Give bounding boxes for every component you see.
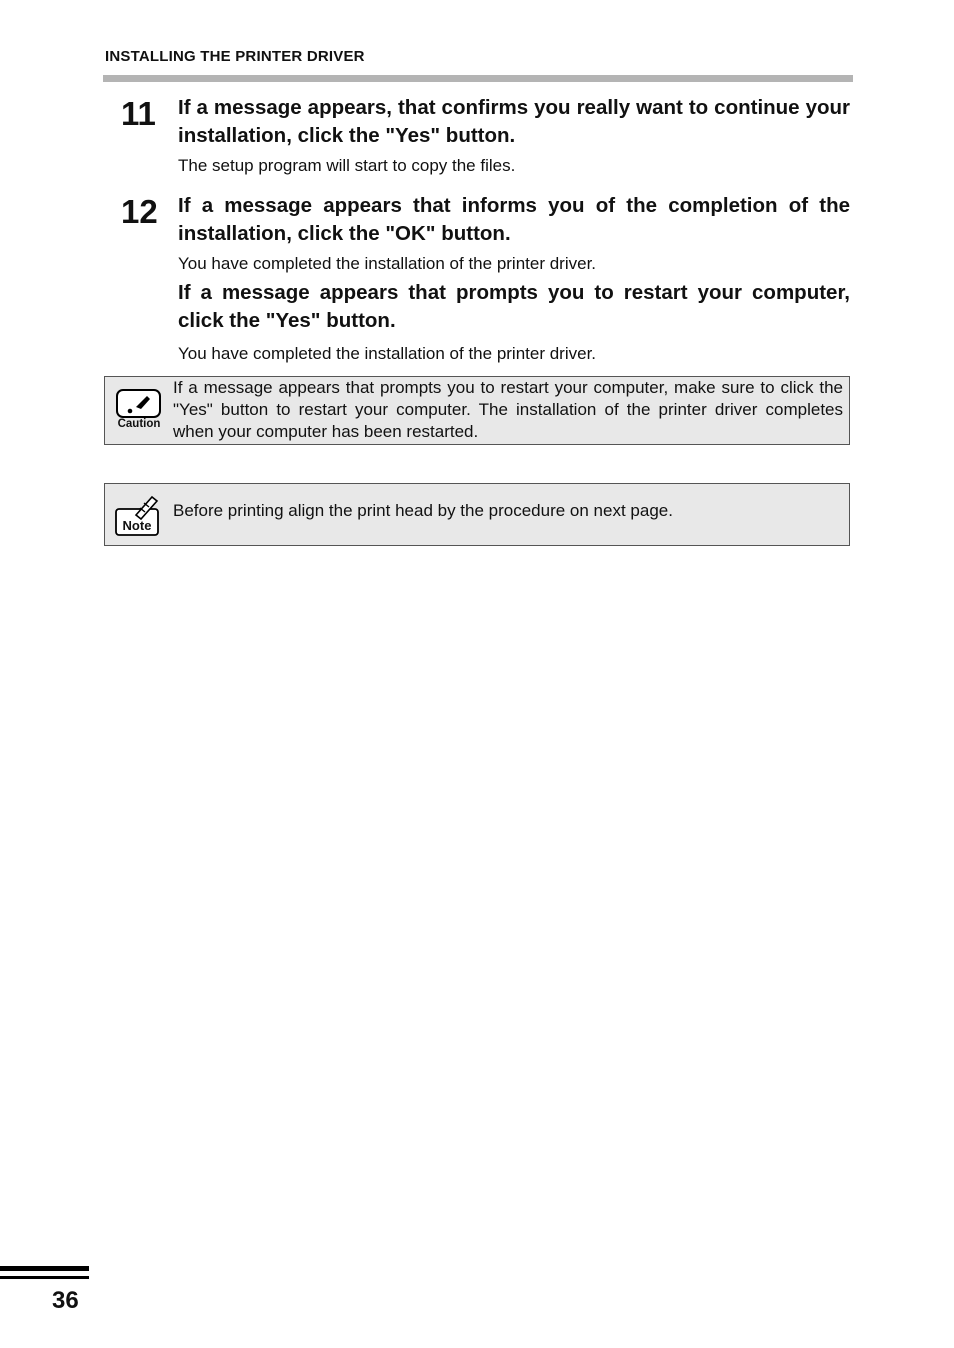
note-label: Note xyxy=(122,518,152,533)
section-header: INSTALLING THE PRINTER DRIVER xyxy=(105,48,365,65)
step-title-11: If a message appears, that confirms you really want to continue your installation, click the "Yes" button. xyxy=(178,96,850,147)
note-box xyxy=(104,483,850,546)
step-subtitle-12: If a message appears that prompts you to restart your computer, click the "Yes" button. xyxy=(178,281,850,332)
step-subbody-12: You have completed the installation of the printer driver. xyxy=(178,344,597,363)
caution-label: Caution xyxy=(117,418,161,430)
footer-rule-thin xyxy=(0,1276,89,1279)
caution-box xyxy=(104,376,850,445)
step-body-11: The setup program will start to copy the files. xyxy=(178,156,516,175)
note-text: Before printing align the print head by the procedure on next page. xyxy=(173,501,673,520)
caution-icon xyxy=(113,387,165,433)
note-icon xyxy=(114,495,162,537)
step-title-12: If a message appears that informs you of the completion of the installation, click the "OK" button. xyxy=(178,194,850,245)
step-body-12: You have completed the installation of the printer driver. xyxy=(178,254,597,273)
step-number-12: 12 xyxy=(121,193,158,230)
header-rule xyxy=(103,75,853,82)
footer-rule-thick xyxy=(0,1266,89,1271)
caution-text: If a message appears that prompts you to restart your computer, make sure to click the "Yes" button to restart your computer. The installation of the printer driver completes when your computer has been restarted. xyxy=(173,378,843,441)
step-number-11: 11 xyxy=(121,95,156,132)
page-number: 36 xyxy=(52,1287,79,1314)
